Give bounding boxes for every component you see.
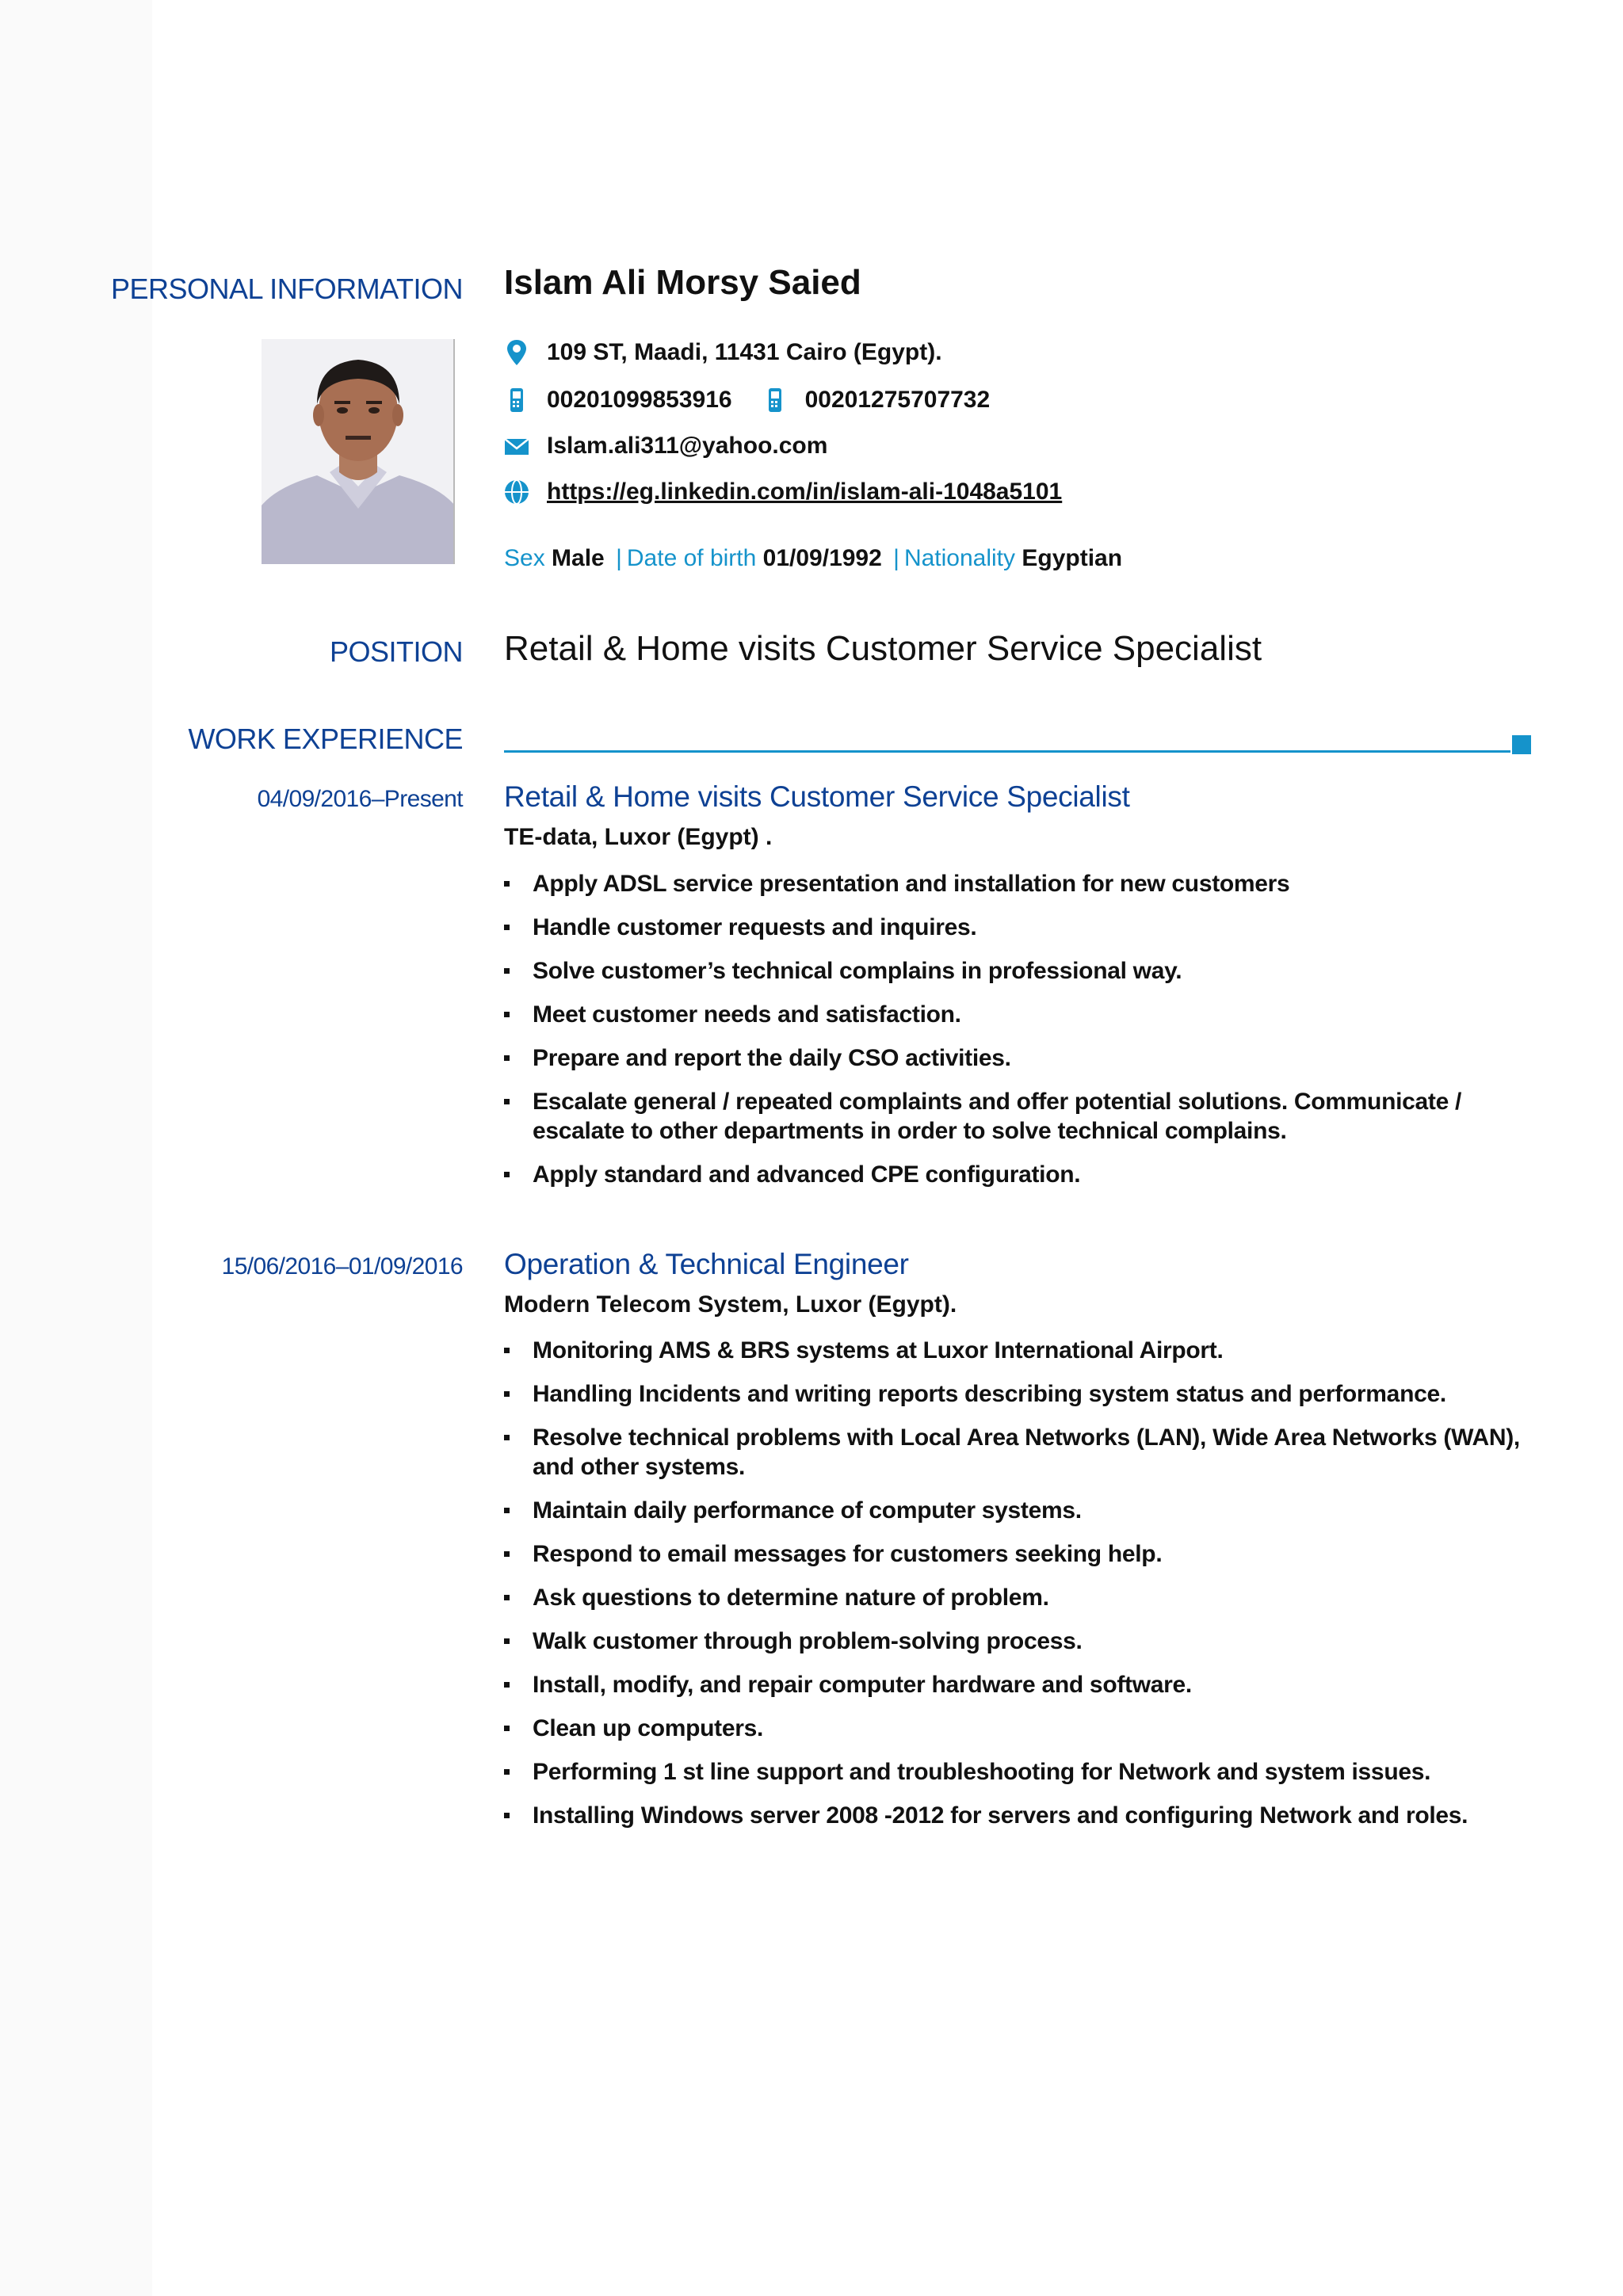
- address-text: 109 ST, Maadi, 11431 Cairo (Egypt).: [547, 339, 942, 365]
- personal-details-row: [504, 545, 1122, 572]
- linkedin-link[interactable]: https://eg.linkedin.com/in/islam-ali-1048a5101: [547, 479, 1063, 505]
- sex-label: Sex: [504, 545, 545, 571]
- section-label-position: POSITION: [329, 635, 463, 668]
- mobile-phone-icon: [504, 387, 529, 414]
- job-employer: TE-data, Luxor (Egypt) .: [504, 824, 773, 850]
- globe-icon: [504, 479, 529, 505]
- job-dates: 15/06/2016–01/09/2016: [221, 1253, 463, 1280]
- list-item: Resolve technical problems with Local Area Networks (LAN), Wide Area Networks (WAN), and other systems.: [504, 1423, 1526, 1482]
- mobile-phone-icon: [762, 387, 788, 414]
- sex-value: Male: [552, 545, 605, 571]
- phone-row: [504, 387, 990, 414]
- email-link[interactable]: Islam.ali311@yahoo.com: [547, 433, 828, 459]
- section-marker-square: [1512, 735, 1531, 754]
- envelope-icon: [504, 433, 529, 460]
- list-item: Prepare and report the daily CSO activities.: [504, 1043, 1526, 1073]
- phone-secondary[interactable]: 00201275707732: [804, 387, 991, 413]
- section-divider-line: [504, 750, 1510, 753]
- list-item: Installing Windows server 2008 -2012 for servers and configuring Network and roles.: [504, 1801, 1526, 1830]
- list-item: Solve customer’s technical complains in professional way.: [504, 956, 1526, 986]
- nationality-label: Nationality: [903, 545, 1016, 571]
- job-title: Retail & Home visits Customer Service Specialist: [504, 780, 1130, 813]
- nationality-value: Egyptian: [1022, 545, 1123, 571]
- section-label-personal-information: PERSONAL INFORMATION: [110, 273, 463, 305]
- job-employer: Modern Telecom System, Luxor (Egypt).: [504, 1291, 957, 1318]
- profile-photo-image: [262, 339, 455, 564]
- list-item: Walk customer through problem-solving process.: [504, 1627, 1526, 1656]
- left-margin-band: [0, 0, 152, 2296]
- job-duties-list: [504, 869, 1526, 1203]
- email-row: [504, 433, 827, 460]
- list-item: Apply standard and advanced CPE configuration.: [504, 1160, 1526, 1189]
- person-name: Islam Ali Morsy Saied: [504, 263, 861, 302]
- address-row: [504, 339, 942, 366]
- job-duties-list: [504, 1336, 1526, 1844]
- list-item: Monitoring AMS & BRS systems at Luxor International Airport.: [504, 1336, 1526, 1365]
- job-title: Operation & Technical Engineer: [504, 1248, 909, 1280]
- list-item: Handle customer requests and inquires.: [504, 913, 1526, 942]
- list-item: Performing 1 st line support and troubleshooting for Network and system issues.: [504, 1757, 1526, 1787]
- dob-label: Date of birth: [626, 545, 757, 571]
- list-item: Maintain daily performance of computer systems.: [504, 1496, 1526, 1525]
- list-item: Install, modify, and repair computer hardware and software.: [504, 1670, 1526, 1699]
- job-dates: 04/09/2016–Present: [257, 786, 463, 812]
- website-row: [504, 479, 1062, 505]
- photo-divider: [453, 339, 455, 564]
- list-item: Ask questions to determine nature of problem.: [504, 1583, 1526, 1612]
- list-item: Handling Incidents and writing reports describing system status and performance.: [504, 1379, 1526, 1409]
- list-item: Clean up computers.: [504, 1714, 1526, 1743]
- list-item: Respond to email messages for customers seeking help.: [504, 1539, 1526, 1569]
- dob-value: 01/09/1992: [762, 545, 882, 571]
- phone-primary[interactable]: 00201099853916: [547, 387, 732, 413]
- separator: |: [893, 545, 899, 571]
- list-item: Escalate general / repeated complaints and offer potential solutions. Communicate / escalate to other departments in order to solve technical complains.: [504, 1087, 1526, 1146]
- list-item: Apply ADSL service presentation and installation for new customers: [504, 869, 1526, 898]
- profile-photo: [262, 339, 455, 564]
- location-pin-icon: [504, 339, 529, 366]
- position-title: Retail & Home visits Customer Service Specialist: [504, 629, 1262, 668]
- section-label-work-experience: WORK EXPERIENCE: [188, 723, 463, 755]
- separator: |: [616, 545, 622, 571]
- list-item: Meet customer needs and satisfaction.: [504, 1000, 1526, 1029]
